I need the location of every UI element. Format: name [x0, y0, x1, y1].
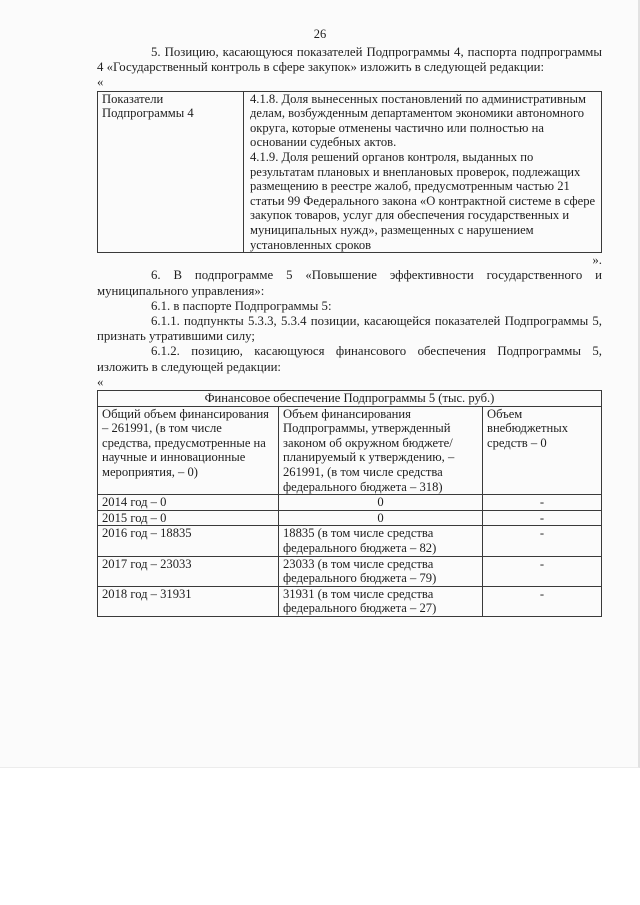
- indicator-4-1-8: 4.1.8. Доля вынесенных постановлений по административным делам, возбужденным департаментом экономики автономного округа, которые отменены частично или полностью на основании судебных актов.: [250, 91, 586, 150]
- year-cell: 2015 год – 0: [98, 510, 279, 526]
- indicator-4-1-9: 4.1.9. Доля решений органов контроля, выданных по результатам плановых и внеплановых проверок, подлежащих размещению в реестре жалоб, предусмотренным частью 21 статьи 99 Федерального закона «О контрактной системе в сфере закупок товаров, услуг для обеспечения государственных и муниципальных нужд», размещенных с нарушением установленных сроков: [250, 149, 596, 252]
- extrabudgetary-cell: -: [483, 495, 602, 511]
- year-cell: 2016 год – 18835: [98, 526, 279, 556]
- indicators-values-cell: [244, 91, 602, 253]
- table-row: [98, 526, 602, 556]
- extrabudgetary-cell: -: [483, 586, 602, 616]
- paragraph-6-1-1: 6.1.1. подпункты 5.3.3, 5.3.4 позиции, касающейся показателей Подпрограммы 5, признать утратившими силу;: [97, 313, 602, 344]
- table-row: [98, 556, 602, 586]
- document-body: [97, 45, 602, 617]
- amount-cell: 31931 (в том числе средства федерального бюджета – 27): [279, 586, 483, 616]
- extrabudgetary-cell: -: [483, 526, 602, 556]
- indicators-table: [97, 91, 602, 254]
- year-cell: 2017 год – 23033: [98, 556, 279, 586]
- paragraph-5: 5. Позицию, касающуюся показателей Подпрограммы 4, паспорта подпрограммы 4 «Государственный контроль в сфере закупок» изложить в следующей редакции:: [97, 45, 602, 75]
- table-row: [98, 510, 602, 526]
- table-row: [98, 586, 602, 616]
- table-row: [98, 495, 602, 511]
- quote-close: ».: [592, 253, 602, 268]
- table-header-row: [98, 406, 602, 495]
- amount-cell: 23033 (в том числе средства федерального бюджета – 79): [279, 556, 483, 586]
- paragraph-6-1: 6.1. в паспорте Подпрограммы 5:: [151, 298, 332, 313]
- extrabudgetary-cell: -: [483, 510, 602, 526]
- table-title-row: [98, 390, 602, 406]
- year-cell: 2014 год – 0: [98, 495, 279, 511]
- indicators-label-cell: Показатели Подпрограммы 4: [98, 91, 244, 253]
- finance-table: [97, 390, 602, 617]
- amount-cell: 0: [279, 510, 483, 526]
- finance-table-title: Финансовое обеспечение Подпрограммы 5 (тыс. руб.): [98, 390, 602, 406]
- paragraph-6-1-2: 6.1.2. позицию, касающуюся финансового обеспечения Подпрограммы 5, изложить в следующей редакции:: [97, 344, 602, 374]
- header-total-funding: Общий объем финансирования – 261991, (в том числе средства, предусмотренные на научные и инновационные мероприятия, – 0): [98, 406, 279, 495]
- year-cell: 2018 год – 31931: [98, 586, 279, 616]
- paragraph-6: 6. В подпрограмме 5 «Повышение эффективности государственного и муниципального управления»:: [97, 268, 602, 298]
- page-number: 26: [313, 27, 327, 41]
- amount-cell: 18835 (в том числе средства федерального бюджета – 82): [279, 526, 483, 556]
- extrabudgetary-cell: -: [483, 556, 602, 586]
- quote-open: «: [97, 75, 104, 90]
- header-subprogram-funding: Объем финансирования Подпрограммы, утвержденный законом об окружном бюджете/планируемый к утверждению, – 261991, (в том числе средства федерального бюджета – 318): [279, 406, 483, 495]
- quote-open-2: «: [97, 374, 104, 389]
- header-extrabudgetary: Объем внебюджетных средств – 0: [483, 406, 602, 495]
- amount-cell: 0: [279, 495, 483, 511]
- table-row: [98, 91, 602, 253]
